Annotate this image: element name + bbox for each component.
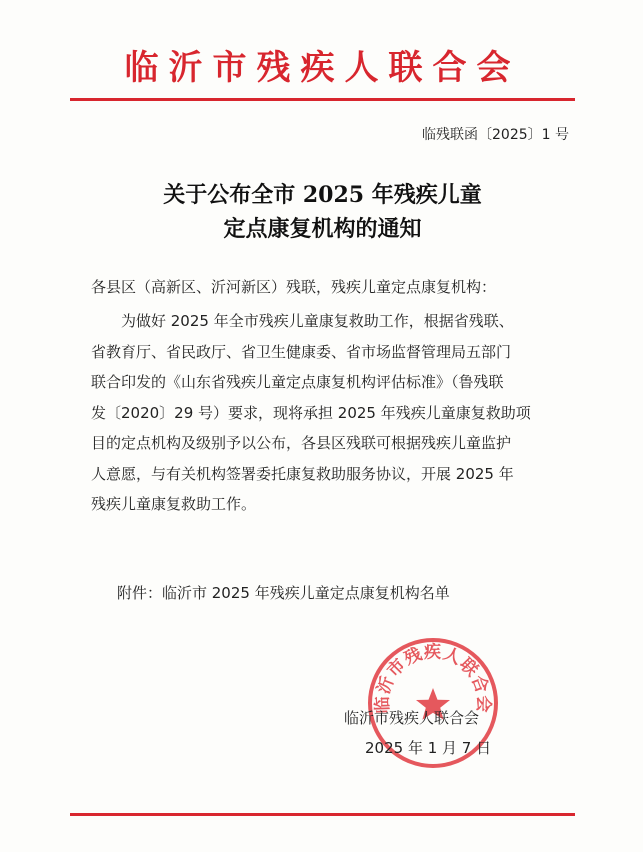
letterhead-org-name: 临沂市残疾人联合会 [124, 48, 521, 88]
body-line: 联合印发的《山东省残疾儿童定点康复机构评估标准》（鲁残联 [91, 373, 504, 391]
document-title-line-2: 定点康复机构的通知 [223, 216, 422, 242]
body-paragraph [91, 306, 561, 520]
attachment-note: 附件：临沂市 2025 年残疾儿童定点康复机构名单 [117, 584, 450, 602]
letterhead-top-rule [70, 98, 575, 101]
body-line: 省教育厅、省民政厅、省卫生健康委、省市场监督管理局五部门 [91, 342, 512, 361]
footer-rule [70, 813, 575, 816]
body-line: 为做好 2025 年全市残疾儿童康复救助工作，根据省残联、 [91, 312, 514, 330]
signing-date: 2025 年 1 月 7 日 [365, 739, 492, 757]
seal-text: 临沂市残疾人联合会 [372, 642, 494, 714]
body-line: 人意愿，与有关机构签署委托康复救助服务协议，开展 2025 年 [91, 464, 514, 483]
body-line: 目的定点机构及级别予以公布，各县区残联可根据残疾儿童监护 [91, 434, 512, 452]
document-title [70, 178, 575, 246]
salutation: 各县区（高新区、沂河新区）残联，残疾儿童定点康复机构： [91, 278, 497, 296]
body-line: 发〔2020〕29 号）要求，现将承担 2025 年残疾儿童康复救助项 [91, 403, 531, 422]
document-title-line-1: 关于公布全市 2025 年残疾儿童 [163, 182, 482, 208]
body-line: 残疾儿童康复救助工作。 [91, 495, 257, 513]
signing-organization: 临沂市残疾人联合会 [344, 709, 480, 727]
document-number: 临残联函〔2025〕1 号 [422, 127, 569, 143]
